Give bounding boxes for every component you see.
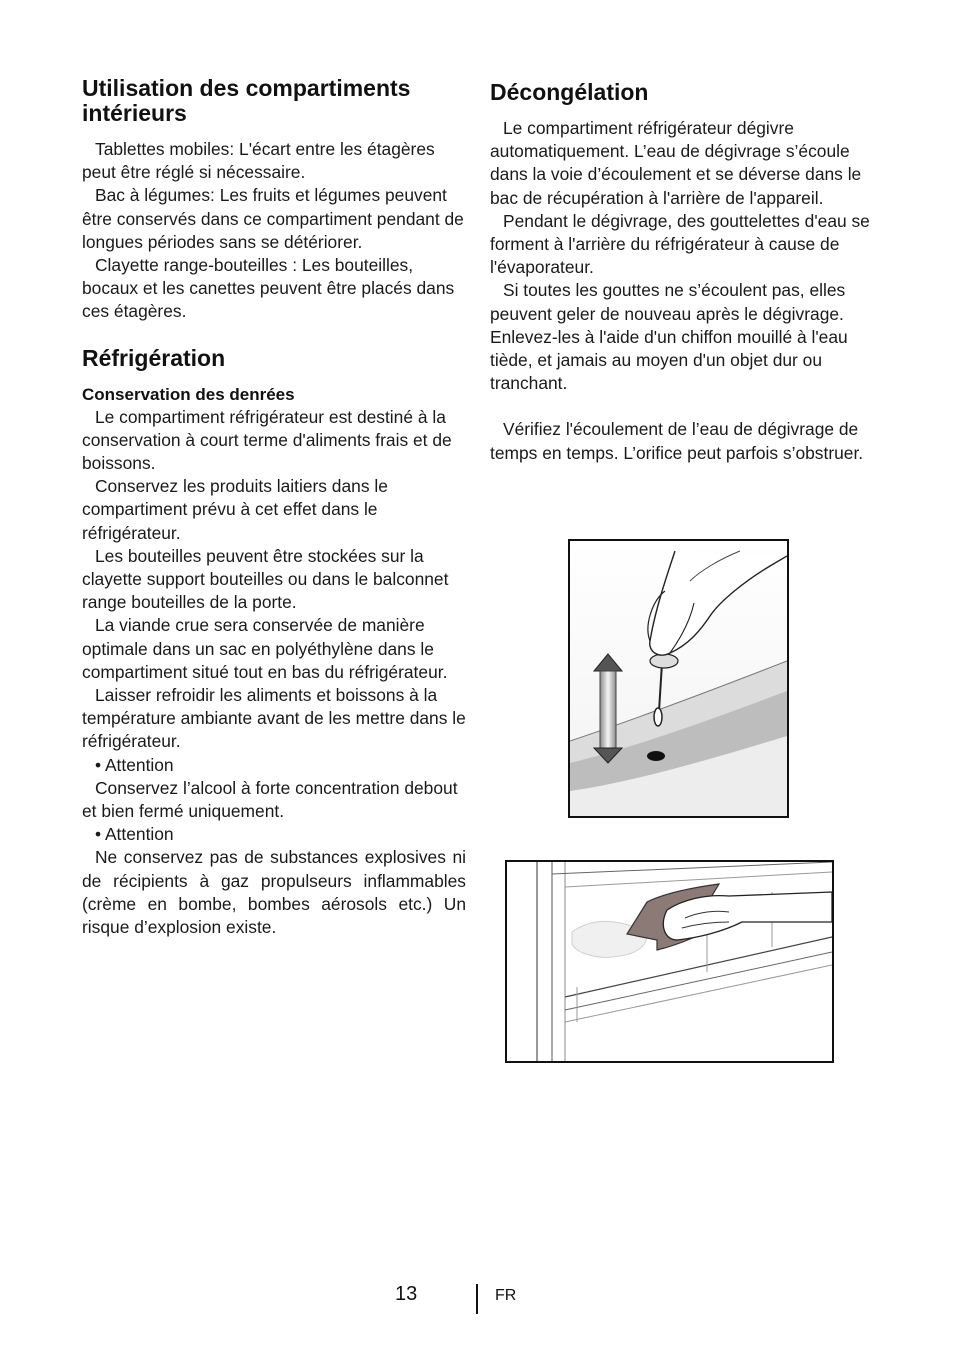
page-number: 13 (395, 1283, 418, 1305)
section-title-defrosting: Décongélation (490, 79, 649, 105)
paragraph: Les bouteilles peuvent être stockées sur la clayette support bouteilles ou dans le balconnet range bouteilles de la porte. (82, 545, 449, 613)
paragraph: Le compartiment réfrigérateur est destiné à la conservation à court terme d'aliments frais et de boissons. (82, 406, 452, 474)
section-title-compartments: Utilisation des compartiments intérieurs (82, 75, 411, 126)
attention-label: • Attention (95, 824, 174, 845)
attention-label: • Attention (95, 754, 174, 775)
wiping-water-illustration (505, 860, 834, 1063)
paragraph: Conservez les produits laitiers dans le compartiment prévu à cet effet dans le réfrigérateur. (82, 476, 388, 543)
paragraph: Clayette range-bouteilles : Les bouteilles, bocaux et les canettes peuvent être placés dans ces étagères. (82, 255, 455, 322)
paragraph: Si toutes les gouttes ne s’écoulent pas, elles peuvent geler de nouveau après le dégivrage. Enlevez-les à l'aide d'un chiffon mouillé à l'eau tiède, et jamais au moyen d'un objet dur ou tranchant. (490, 280, 848, 394)
paragraph: Bac à légumes: Les fruits et légumes peuvent être conservés dans ce compartiment pendant de longues périodes sans se détériorer. (82, 185, 464, 252)
spacer (490, 395, 874, 418)
subsection-title: Conservation des denrées (82, 384, 295, 404)
paragraph: Vérifiez l'écoulement de l’eau de dégivrage de temps en temps. L’orifice peut parfois s’obstruer. (490, 419, 864, 463)
paragraph: La viande crue sera conservée de manière optimale dans un sac en polyéthylène dans le compartiment situé tout en bas du réfrigérateur. (82, 615, 448, 682)
language-code: FR (495, 1287, 517, 1304)
footer-divider (476, 1284, 478, 1314)
paragraph: Conservez l’alcool à forte concentration debout et bien fermé uniquement. (82, 777, 458, 822)
right-column (490, 80, 874, 465)
paragraph: Ne conservez pas de substances explosives ni de récipients à gaz propulseurs inflammables (crème en bombe, bombes aérosols etc.) Un risque d’explosion existe. (82, 847, 466, 938)
section-title-refrigeration: Réfrigération (82, 344, 226, 371)
paragraph: Le compartiment réfrigérateur dégivre automatiquement. L’eau de dégivrage s’écoule dans la voie d’écoulement et se déverse dans le bac de récupération à l'arrière de l'appareil. (490, 118, 862, 208)
drain-cleaning-drawing (570, 541, 787, 816)
left-column (82, 76, 466, 939)
paragraph: Pendant le dégivrage, des gouttelettes d'eau se forment à l'arrière du réfrigérateur à cause de l'évaporateur. (490, 210, 870, 278)
drain-cleaning-illustration (568, 539, 789, 818)
paragraph: Laisser refroidir les aliments et boissons à la température ambiante avant de les mettre dans le réfrigérateur. (82, 685, 466, 752)
paragraph: Tablettes mobiles: L'écart entre les étagères peut être réglé si nécessaire. (82, 139, 435, 183)
wiping-drawing (507, 862, 832, 1061)
